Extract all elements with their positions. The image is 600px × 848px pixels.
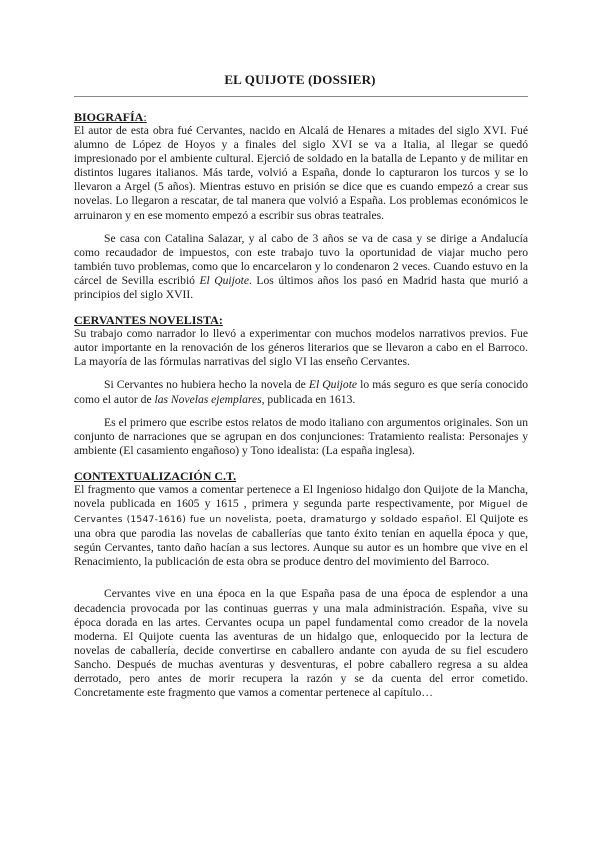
contexto-paragraph-1 bbox=[74, 483, 528, 570]
text-run: , publicada en 1613. bbox=[261, 392, 356, 406]
page-title: EL QUIJOTE (DOSSIER) bbox=[224, 72, 376, 87]
section-heading-novelista: CERVANTES NOVELISTA: bbox=[74, 313, 223, 328]
section-heading-contexto: CONTEXTUALIZACIÓN C.T. bbox=[74, 468, 237, 483]
book-title-italic: las Novelas ejemplares bbox=[154, 392, 262, 406]
text-run: El fragmento que vamos a comentar pertenece a El Ingenioso hidalgo don Quijote de la Mancha, novela publicada en 1605 y 1615 , primera y segunda parte respectivamente, por bbox=[74, 482, 528, 510]
contexto-paragraph-2: Cervantes vive en una época en la que España pasa de una época de esplendor a una decadencia provocada por las continuas guerras y una mala administración. España, vive su época dorada en las artes. Cervantes ocupa un papel fundamental como creador de la novela moderna. El Quijote cuenta las aventuras de un hidalgo que, enloquecido por la lectura de novelas de caballería, decide convertirse en caballero andante con ayuda de su fiel escudero Sancho. Después de muchas aventuras y desventuras, el pobre caballero regresa a su aldea derrotado, pero antes de morir recupera la razón y se da cuenta del error cometido. Concretamente este fragmento que vamos a comentar pertenece al capítulo… bbox=[74, 587, 528, 700]
section-heading-biografia bbox=[74, 110, 528, 124]
biografia-paragraph-1: El autor de esta obra fué Cervantes, nacido en Alcalá de Henares a mitades del siglo XVI. Fué alumno de López de Hoyos y a finales del siglo XVI se va a Italia, al llegar se quedó impresionado por el ambiente cultural. Ejerció de soldado en la batalla de Lepanto y de militar en distintos lugares italianos. Más tarde, volvió a España, donde lo capturaron los turcos y se lo llevaron a Argel (5 años). Mientras estuvo en prisión se dice que es cuando empezó a crear sus novelas. Lo llegaron a rescatar, de tal manera que volvió a España. Los problemas económicos le arruinaron y en ese momento empezó a escribir sus obras teatrales. bbox=[74, 124, 528, 222]
text-run: Se casa con Catalina Salazar, y al cabo de 3 años se va de casa y se dirige a Andalucía como recaudador de impuestos, con este trabajo tuvo la oportunidad de viajar mucho pero también tuvo problemas, como que lo encarcelaron y lo condenaron 2 veces. Cuando estuvo en la cárcel de Sevilla escribió bbox=[74, 231, 528, 287]
document-body bbox=[74, 110, 528, 700]
heading-colon: : bbox=[143, 110, 147, 124]
biografia-paragraph-2 bbox=[74, 232, 528, 302]
book-title-italic: El Quijote bbox=[308, 378, 358, 392]
title-divider bbox=[74, 96, 528, 97]
novelista-paragraph-3: Es el primero que escribe estos relatos de modo italiano con argumentos originales. Son un conjunto de narraciones que se agrupan en dos conjunciones: Tratamiento realista: Personajes y ambiente (El casamiento engañoso) y Tono idealista: (La españa inglesa). bbox=[74, 415, 528, 457]
text-run: lo más seguro es que sería conocido como el autor de bbox=[74, 378, 529, 406]
book-title-italic: El Quijote bbox=[199, 273, 250, 287]
heading-text: BIOGRAFÍA bbox=[74, 110, 144, 124]
pasted-quote-run: Miguel de Cervantes (1547-1616) fue un novelista, poeta, dramaturgo y soldado español. bbox=[74, 498, 528, 526]
novelista-paragraph-1: Su trabajo como narrador lo llevó a experimentar con muchos modelos narrativos previos. Fue autor importante en la renovación de los géneros literarios que se llevaron a cabo en el Barroco. La mayoría de las fórmulas narrativas del siglo VI las enseño Cervantes. bbox=[74, 327, 528, 369]
text-run: Si Cervantes no hubiera hecho la novela de bbox=[104, 378, 309, 392]
text-run: . Los últimos años los pasó en Madrid hasta que murió a principios del siglo XVII. bbox=[74, 273, 529, 302]
text-run: El Quijote es una obra que parodia las novelas de caballerías que tanto éxito tenían en aquella época y que, según Cervantes, tanto daño hacían a sus lectores. Aunque su autor es un hombre que vive en el Renacimiento, la publicación de esta obra se produce dentro del movimiento del Barroco. bbox=[74, 512, 528, 569]
novelista-paragraph-2 bbox=[74, 378, 528, 406]
